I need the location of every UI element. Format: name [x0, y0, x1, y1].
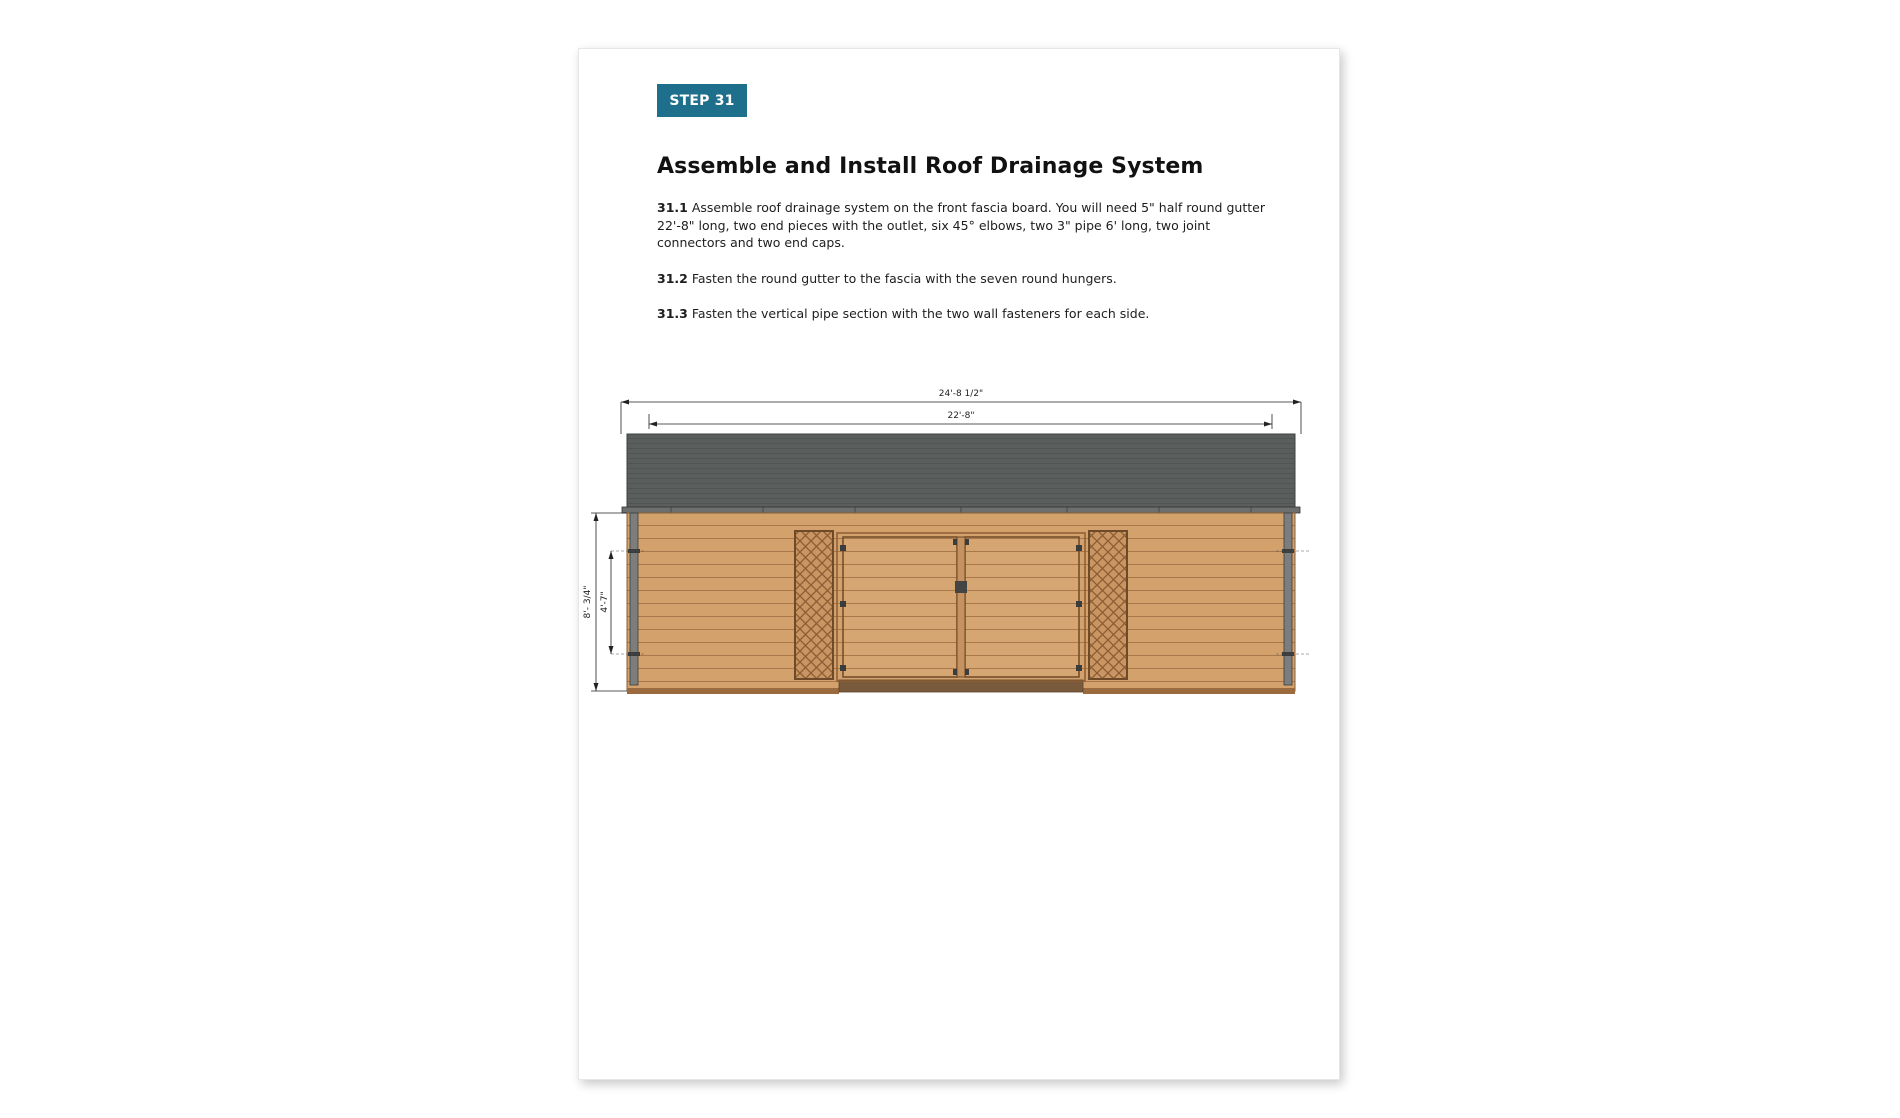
step-badge	[657, 84, 747, 117]
instructions	[657, 199, 1267, 341]
step-label: STEP 31	[669, 92, 735, 109]
dimension-overall-width-label: 24'-8 1/2"	[938, 389, 984, 399]
paragraph-number: 31.3	[657, 306, 688, 321]
door-center-trim	[957, 537, 965, 677]
paragraph-text: Fasten the round gutter to the fascia with the seven round hungers.	[687, 270, 1117, 286]
paragraph-number: 31.2	[657, 270, 688, 286]
lattice-panel-right	[1089, 531, 1127, 679]
door-ramp	[839, 680, 1083, 692]
paragraph-text: Assemble roof drainage system on the front fascia board. You will need 5" half round gutter 22'-8" long, two end pieces with the outlet, six 45° elbows, two 3" pipe 6' long, two joint connectors and two end caps.	[657, 200, 1265, 250]
dimension-gutter-length-label: 22'-8"	[947, 411, 975, 421]
roof	[627, 434, 1295, 508]
door-latch-icon	[955, 581, 967, 593]
door-left	[843, 537, 957, 677]
dimension-wall-height-label: 8'- 3/4"	[583, 585, 593, 619]
lattice-panel-left	[795, 531, 833, 679]
instruction-paragraph	[657, 270, 1267, 288]
paragraph-text: Fasten the vertical pipe section with the two wall fasteners for each side.	[687, 306, 1150, 321]
instruction-paragraph	[657, 305, 1267, 323]
document-page	[578, 48, 1340, 1080]
paragraph-number: 31.1	[657, 200, 688, 215]
downspout-left	[630, 513, 638, 685]
shed-front-elevation-drawing	[583, 389, 1321, 779]
bottom-trim-right	[1083, 688, 1295, 694]
page-title: Assemble and Install Roof Drainage System	[657, 154, 1204, 179]
instruction-paragraph	[657, 199, 1267, 252]
bottom-trim-left	[627, 688, 839, 694]
door-right	[965, 537, 1079, 677]
downspout-right	[1284, 513, 1292, 685]
elevation-svg	[583, 389, 1321, 779]
dimension-fastener-spacing-label: 4'-7"	[600, 591, 610, 613]
